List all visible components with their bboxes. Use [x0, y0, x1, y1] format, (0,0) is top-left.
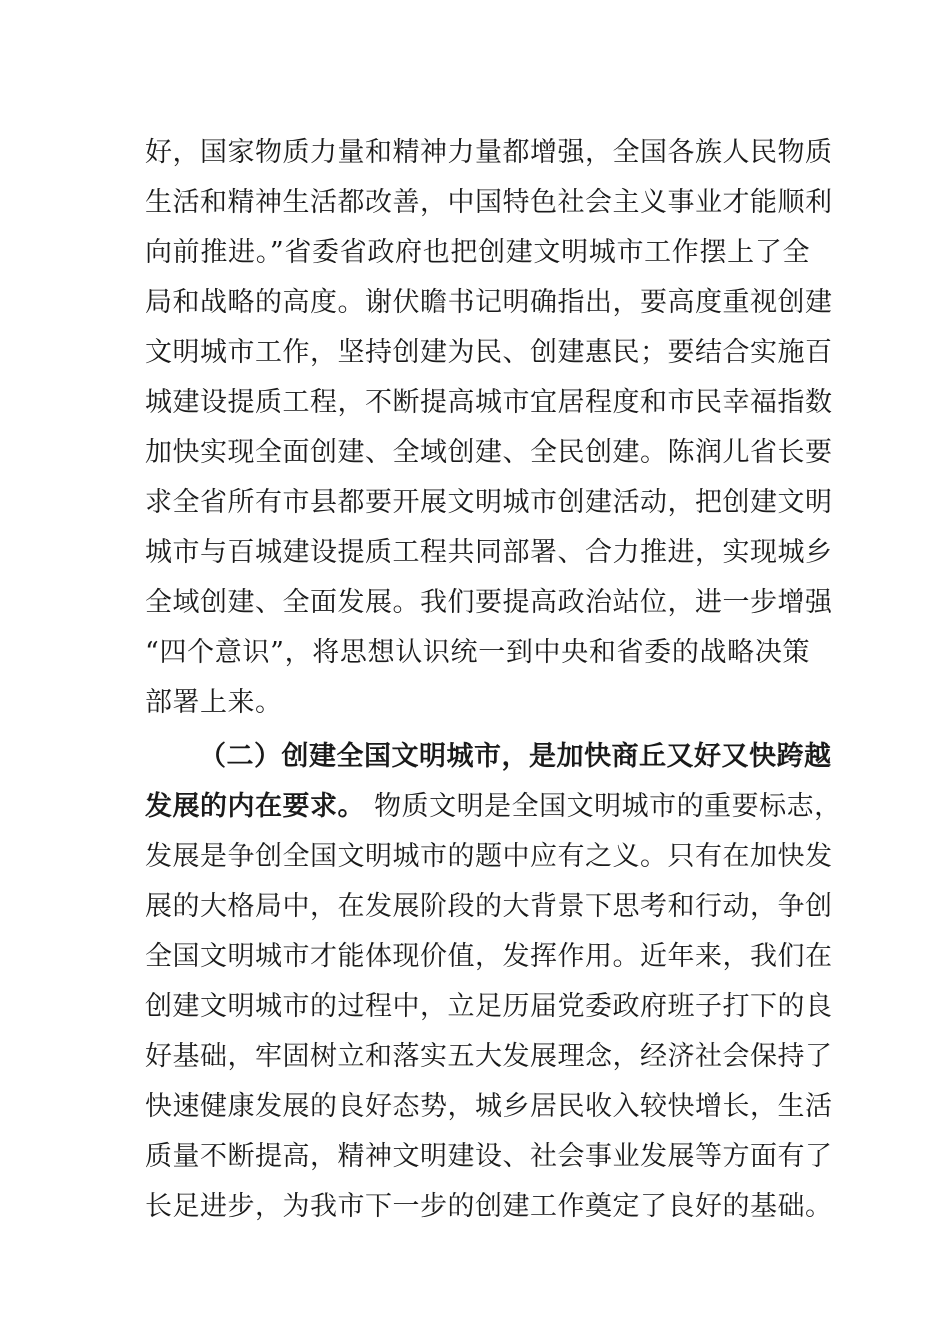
text-line — [145, 782, 842, 832]
text-line: 创建文明城市的过程中，立足历届党委政府班子打下的良 — [145, 991, 833, 1022]
text-line: 全域创建、全面发展。我们要提高政治站位，进一步增强 — [145, 587, 833, 618]
text-line: 全国文明城市才能体现价值，发挥作用。近年来，我们在 — [145, 941, 833, 972]
text-line: 城建设提质工程，不断提高城市宜居程度和市民幸福指数 — [145, 387, 833, 418]
paragraph-1 — [145, 128, 833, 728]
document-body — [145, 128, 842, 1232]
text-line: 加快实现全面创建、全域创建、全民创建。陈润儿省长要 — [145, 437, 833, 468]
text-line: 展的大格局中，在发展阶段的大背景下思考和行动，争创 — [145, 891, 833, 922]
text-line: 快速健康发展的良好态势，城乡居民收入较快增长，生活 — [145, 1091, 833, 1122]
text-line: 文明城市工作，坚持创建为民、创建惠民；要结合实施百 — [145, 337, 833, 368]
text-line: 局和战略的高度。谢伏瞻书记明确指出，要高度重视创建 — [145, 287, 833, 318]
section-heading-continued: 发展的内在要求。 — [145, 791, 365, 822]
text-line: 发展是争创全国文明城市的题中应有之义。只有在加快发 — [145, 841, 833, 872]
text-line: 求全省所有市县都要开展文明城市创建活动，把创建文明 — [145, 487, 833, 518]
text-line: “四个意识”，将思想认识统一到中央和省委的战略决策 — [145, 637, 810, 668]
text-line: 好基础，牢固树立和落实五大发展理念，经济社会保持了 — [145, 1041, 833, 1072]
text-line: 长足进步，为我市下一步的创建工作奠定了良好的基础。 — [145, 1191, 833, 1222]
text-line: 好，国家物质力量和精神力量都增强，全国各族人民物质 — [145, 137, 833, 168]
text-line: 向前推进。”省委省政府也把创建文明城市工作摆上了全 — [145, 237, 810, 268]
text-line: 质量不断提高，精神文明建设、社会事业发展等方面有了 — [145, 1141, 833, 1172]
section-heading: （二）创建全国文明城市，是加快商丘又好又快跨越 — [199, 741, 832, 772]
text-line: 城市与百城建设提质工程共同部署、合力推进，实现城乡 — [145, 537, 833, 568]
text-line: 生活和精神生活都改善，中国特色社会主义事业才能顺利 — [145, 187, 833, 218]
paragraph-2 — [145, 732, 842, 1232]
text-line: 部署上来。 — [145, 687, 283, 718]
text-run: 物质文明是全国文明城市的重要标志， — [365, 791, 842, 822]
